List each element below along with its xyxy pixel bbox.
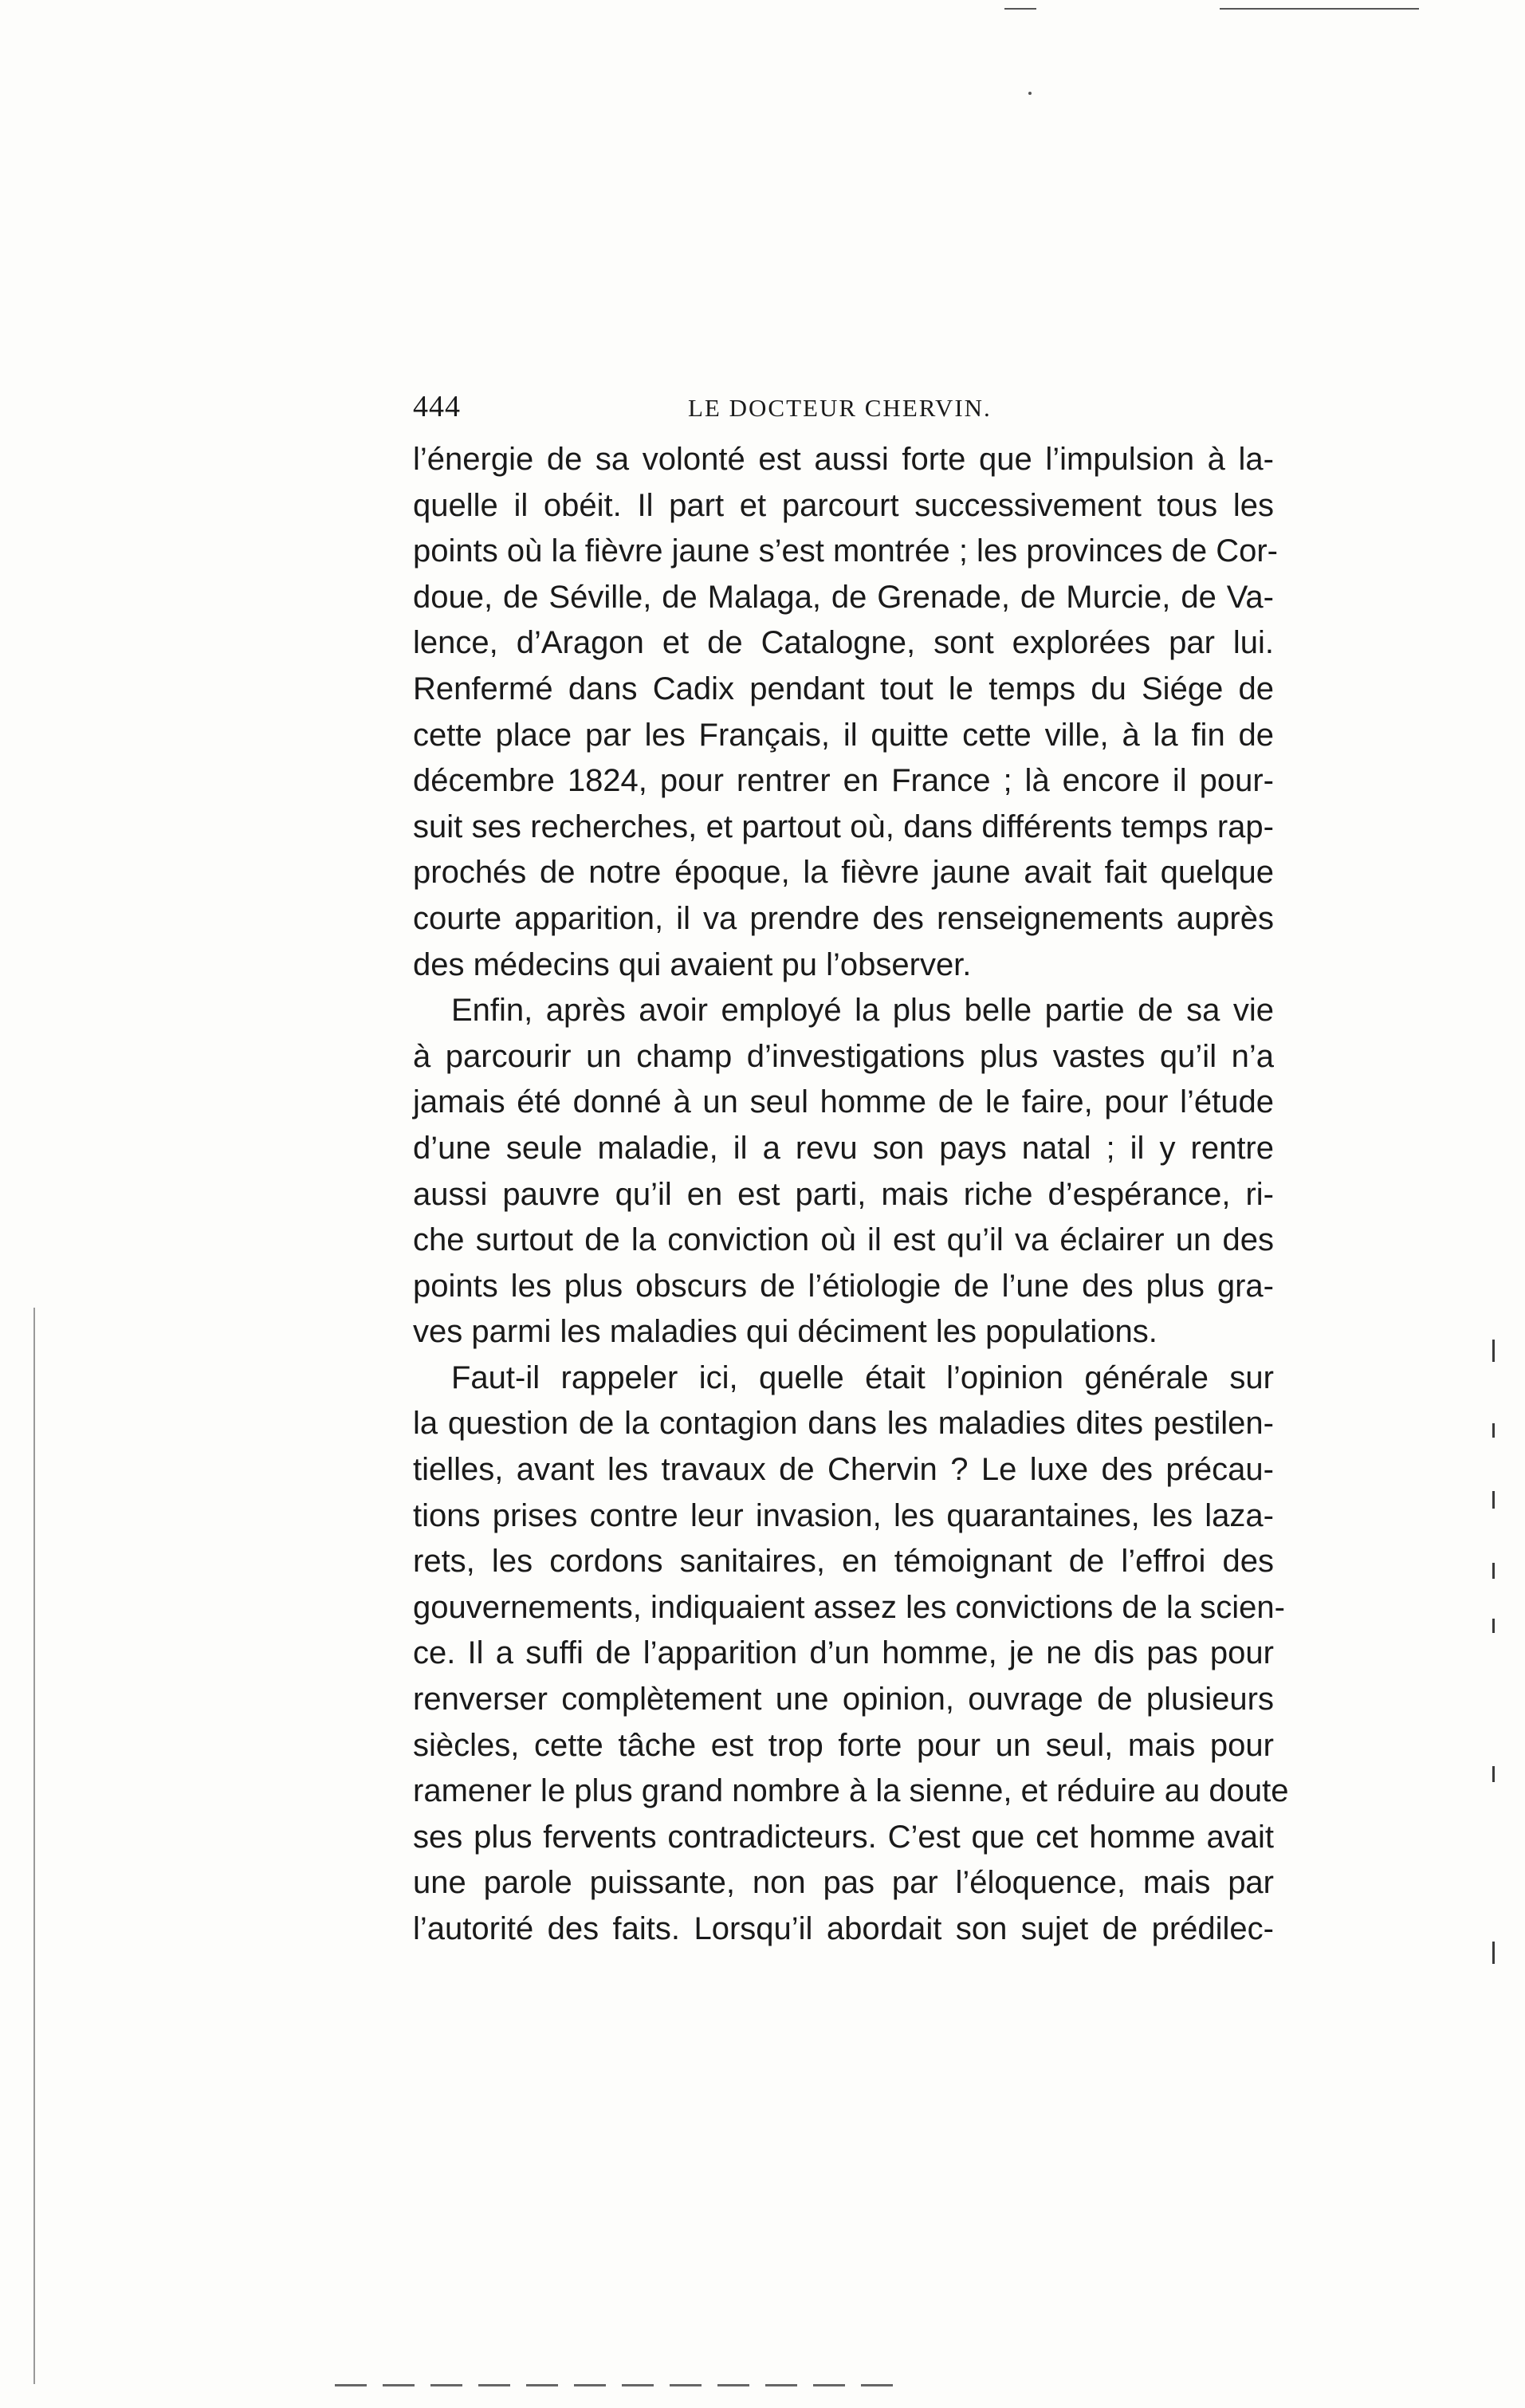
scan-speck xyxy=(1028,92,1032,95)
text-line: siècles, cette tâche est trop forte pour un seul, mais pour xyxy=(413,1727,1274,1763)
text-line: Faut-il rappeler ici, quelle était l’opinion générale sur xyxy=(451,1359,1274,1395)
text-line: cette place par les Français, il quitte cette ville, à la fin de xyxy=(413,717,1274,753)
right-margin-mark xyxy=(1492,1340,1495,1362)
paragraph xyxy=(413,1355,1289,1953)
right-margin-mark xyxy=(1492,1423,1495,1438)
text-line: rets, les cordons sanitaires, en témoignant de l’effroi des xyxy=(413,1544,1274,1580)
text-line: che surtout de la conviction où il est qu’il va éclairer un des xyxy=(413,1222,1274,1258)
text-line: jamais été donné à un seul homme de le faire, pour l’étude xyxy=(413,1084,1274,1120)
text-line: ves parmi les maladies qui déciment les populations. xyxy=(413,1314,1158,1350)
text-line: points les plus obscurs de l’étiologie de l’une des plus gra- xyxy=(413,1268,1274,1304)
right-margin-mark xyxy=(1492,1766,1495,1782)
left-margin-mark xyxy=(33,1308,35,2384)
text-line: suit ses recherches, et partout où, dans différents temps rap- xyxy=(413,809,1274,844)
text-line: la question de la contagion dans les maladies dites pestilen- xyxy=(413,1406,1274,1442)
bottom-scan-edge xyxy=(335,2384,909,2386)
page-header xyxy=(413,389,1274,437)
paragraph xyxy=(413,437,1278,988)
right-margin-mark xyxy=(1492,1563,1495,1579)
text-line: des médecins qui avaient pu l’observer. xyxy=(413,946,972,982)
body-text xyxy=(413,437,1289,1953)
right-margin-mark xyxy=(1492,1491,1495,1509)
text-line: tielles, avant les travaux de Chervin ? Le luxe des précau- xyxy=(413,1452,1274,1488)
text-line: une parole puissante, non pas par l’éloquence, mais par xyxy=(413,1865,1274,1901)
text-line: doue, de Séville, de Malaga, de Grenade, de Murcie, de Va- xyxy=(413,579,1274,615)
text-line: l’énergie de sa volonté est aussi forte que l’impulsion à la- xyxy=(413,442,1274,477)
text-line: ses plus fervents contradicteurs. C’est que cet homme avait xyxy=(413,1819,1274,1855)
page-number: 444 xyxy=(413,390,461,423)
text-line: l’autorité des faits. Lorsqu’il abordait son sujet de prédilec- xyxy=(413,1911,1274,1946)
text-line: points où la fièvre jaune s’est montrée ; les provinces de Cor- xyxy=(413,533,1278,569)
running-title: LE DOCTEUR CHERVIN. xyxy=(688,394,992,422)
text-line: tions prises contre leur invasion, les quarantaines, les laza- xyxy=(413,1497,1274,1533)
top-scan-edge xyxy=(1004,8,1036,10)
text-line: Renfermé dans Cadix pendant tout le temps du Siége de xyxy=(413,671,1274,706)
text-line: ce. Il a suffi de l’apparition d’un homme, je ne dis pas pour xyxy=(413,1635,1274,1671)
text-line: décembre 1824, pour rentrer en France ; là encore il pour- xyxy=(413,763,1274,799)
right-margin-mark xyxy=(1492,1942,1495,1964)
text-line: renverser complètement une opinion, ouvrage de plusieurs xyxy=(413,1682,1274,1717)
text-line: lence, d’Aragon et de Catalogne, sont explorées par lui. xyxy=(413,625,1274,661)
text-line: Enfin, après avoir employé la plus belle partie de sa vie xyxy=(451,993,1274,1029)
text-line: gouvernements, indiquaient assez les convictions de la scien- xyxy=(413,1589,1285,1625)
paragraph xyxy=(413,988,1274,1355)
text-line: aussi pauvre qu’il en est parti, mais riche d’espérance, ri- xyxy=(413,1176,1274,1212)
text-line: ramener le plus grand nombre à la sienne, et réduire au doute xyxy=(413,1773,1289,1809)
text-line: courte apparition, il va prendre des renseignements auprès xyxy=(413,900,1274,936)
text-line: à parcourir un champ d’investigations plus vastes qu’il n’a xyxy=(413,1038,1274,1074)
text-line: quelle il obéit. Il part et parcourt successivement tous les xyxy=(413,487,1274,523)
right-margin-mark xyxy=(1492,1619,1495,1633)
top-scan-edge xyxy=(1220,8,1419,10)
text-line: d’une seule maladie, il a revu son pays natal ; il y rentre xyxy=(413,1130,1274,1166)
text-line: prochés de notre époque, la fièvre jaune avait fait quelque xyxy=(413,855,1274,891)
